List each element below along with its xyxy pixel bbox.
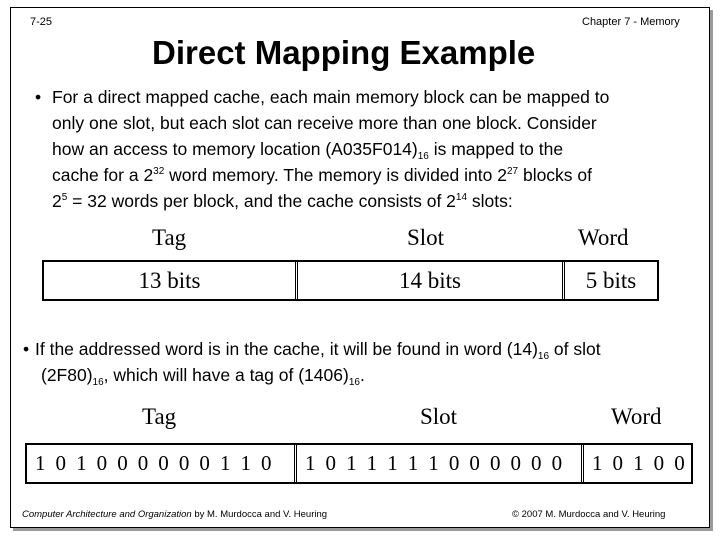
field-header-word: Word (578, 225, 629, 250)
slot-field-bits: 1 0 1 1 1 1 1 0 0 0 0 0 0 (297, 445, 584, 482)
text-line (41, 362, 703, 388)
slide-title: Direct Mapping Example (152, 34, 536, 71)
text-run: word memory. The memory is divided into 2 (164, 165, 507, 185)
slot-field-width: 14 bits (298, 262, 565, 299)
bullet-paragraph-1 (35, 84, 695, 214)
text-line (52, 136, 695, 162)
text-run: . (359, 365, 365, 385)
text-run: is mapped to the (428, 139, 564, 159)
field-header-slot: Slot (420, 404, 458, 429)
chapter-label: Chapter 7 - Memory (582, 16, 680, 28)
text-line: For a direct mapped cache, each main memory block can be mapped to (52, 87, 610, 107)
text-run: (2F80) (41, 365, 93, 385)
address-binary-fields (25, 443, 693, 484)
text-run: 2 (52, 191, 62, 211)
text-run: If the addressed word is in the cache, it will be found in word (14) (35, 339, 538, 359)
superscript: 5 (61, 192, 68, 203)
field-header-tag: Tag (142, 404, 177, 429)
book-authors: by M. Murdocca and V. Heuring (191, 509, 328, 520)
field-header-slot: Slot (407, 225, 445, 250)
superscript: 27 (506, 166, 519, 177)
subscript: 16 (348, 377, 360, 388)
text-run: = 32 words per block, and the cache consists of 2 (67, 191, 456, 211)
text-run: of slot (549, 339, 601, 359)
text-run: cache for a 2 (52, 165, 154, 185)
tag-field-bits: 1 0 1 0 0 0 0 0 0 1 1 0 (27, 445, 297, 482)
subscript: 16 (92, 377, 104, 388)
footer-copyright: © 2007 M. Murdocca and V. Heuring (512, 509, 666, 520)
text-run: blocks of (518, 165, 593, 185)
word-field-bits: 1 0 1 0 0 (592, 451, 688, 475)
bullet-paragraph-2 (23, 336, 703, 388)
text-run: slots: (467, 191, 513, 211)
superscript: 32 (153, 166, 165, 177)
subscript: 16 (417, 151, 429, 162)
bullet-point: • (35, 87, 42, 107)
field-header-tag: Tag (152, 225, 187, 250)
bullet-point: • (23, 339, 30, 359)
text-line: only one slot, but each slot can receive more than one block. Consider (52, 113, 597, 133)
text-line (52, 188, 695, 214)
slide-number: 7-25 (30, 16, 53, 28)
address-format-bit-widths (42, 260, 659, 301)
text-run: , which will have a tag of (1406) (103, 365, 349, 385)
word-field-width: 5 bits (585, 267, 637, 293)
footer-citation (22, 509, 327, 520)
superscript: 14 (455, 192, 468, 203)
tag-field-width: 13 bits (44, 262, 298, 299)
book-title: Computer Architecture and Organization (22, 509, 192, 520)
subscript: 16 (537, 351, 550, 362)
text-line (52, 162, 695, 188)
text-line (35, 336, 703, 362)
field-header-word: Word (611, 404, 662, 429)
text-run: how an access to memory location (A035F014) (52, 139, 418, 159)
